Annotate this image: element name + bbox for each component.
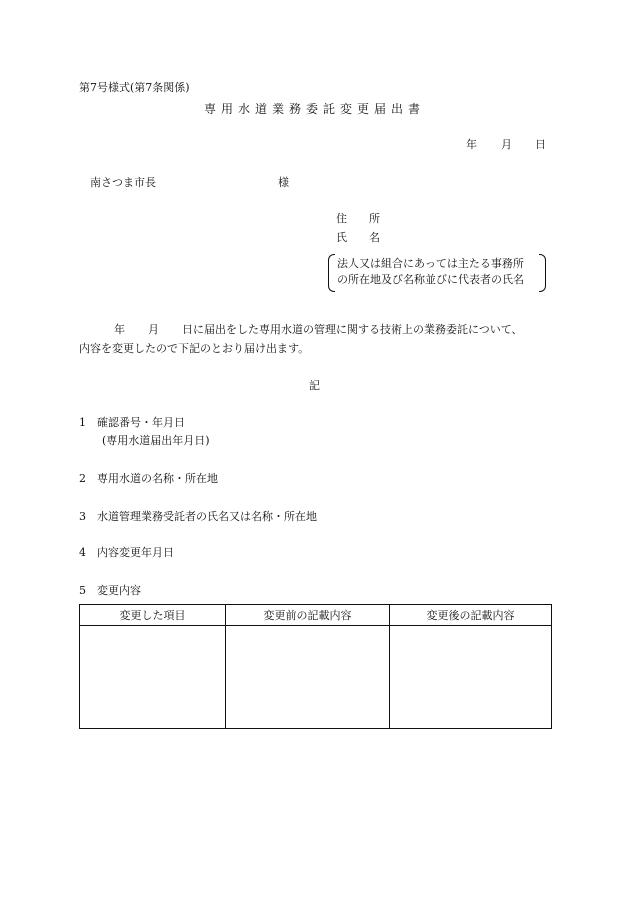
item-4-number: 4 (79, 546, 86, 559)
applicant-note-line2: の所在地及び名称並びに代表者の氏名 (337, 273, 524, 286)
date-day: 日 (535, 138, 546, 151)
cell-after[interactable] (390, 626, 552, 729)
item-3-label: 水道管理業務受託者の氏名又は名称・所在地 (97, 510, 317, 523)
item-5-label: 変更内容 (97, 584, 141, 597)
table-header-row (80, 605, 552, 626)
item-2-label: 専用水道の名称・所在地 (97, 472, 218, 485)
cell-changed-item[interactable] (80, 626, 226, 729)
applicant-note-bracket (328, 254, 546, 290)
header-changed-item: 変更した項目 (80, 605, 226, 626)
item-1-label: 確認番号・年月日 (97, 416, 185, 429)
header-after: 変更後の記載内容 (390, 605, 552, 626)
addressee-honorific: 様 (278, 176, 289, 189)
applicant-note-line1: 法人又は組合にあっては主たる事務所 (337, 257, 524, 270)
item-1-sub: (専用水道届出年月日) (102, 434, 210, 447)
right-bracket (539, 254, 546, 292)
cell-before[interactable] (226, 626, 390, 729)
table-row (80, 626, 552, 729)
body-line1: 日に届出をした専用水道の管理に関する技術上の業務委託について、 (182, 323, 523, 336)
item-4-label: 内容変更年月日 (97, 546, 174, 559)
applicant-name-label: 氏 名 (336, 231, 380, 244)
form-title: 専用水道業務委託変更届出書 (204, 102, 426, 116)
item-1-number: 1 (79, 416, 86, 429)
item-3-number: 3 (79, 510, 86, 523)
body-year: 年 (114, 323, 125, 336)
date-month: 月 (501, 138, 512, 151)
body-month: 月 (148, 323, 159, 336)
item-5-number: 5 (79, 584, 86, 597)
ki-heading: 記 (309, 379, 320, 392)
date-year: 年 (466, 138, 477, 151)
left-bracket (328, 254, 335, 292)
header-before: 変更前の記載内容 (226, 605, 390, 626)
item-2-number: 2 (79, 472, 86, 485)
changes-table (79, 604, 552, 729)
body-line2: 内容を変更したので下記のとおり届け出ます。 (79, 342, 310, 355)
applicant-address-label: 住 所 (336, 212, 380, 225)
addressee-name: 南さつま市長 (90, 176, 156, 189)
form-number: 第7号様式(第7条関係) (79, 81, 190, 94)
